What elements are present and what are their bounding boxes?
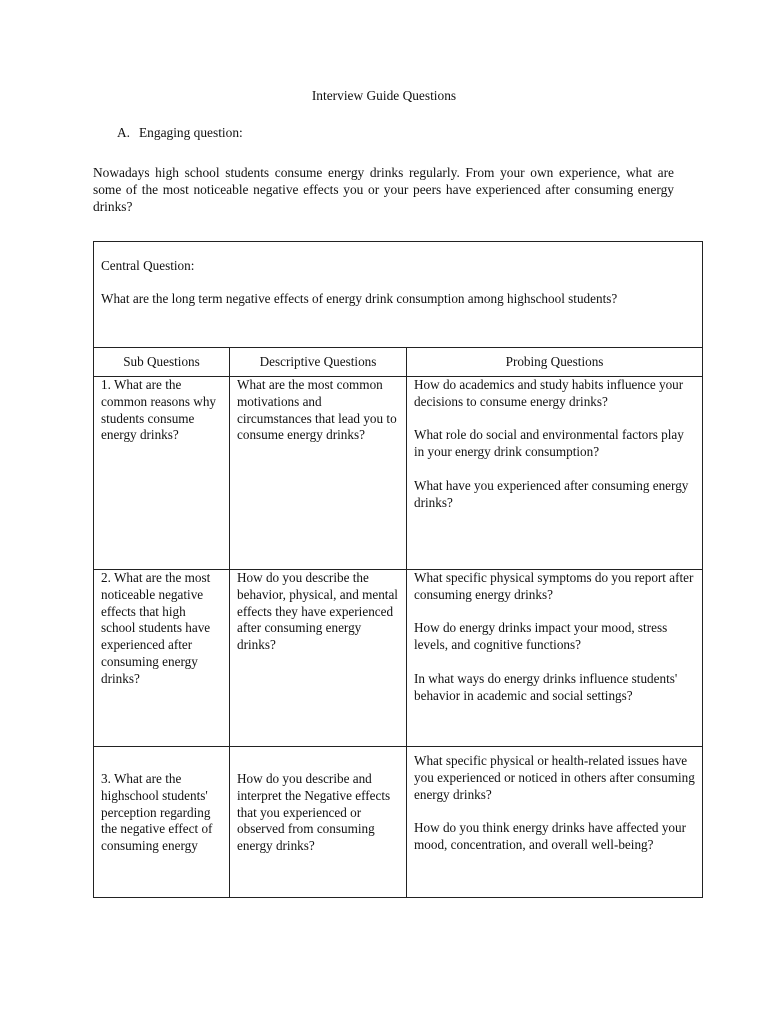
sub-question-cell: 3. What are the highschool students' perception regarding the negative effect of consuming energy (94, 747, 230, 898)
header-probing-questions: Probing Questions (407, 348, 703, 377)
central-question-label: Central Question: (101, 258, 195, 273)
section-heading (117, 125, 243, 141)
document-title: Interview Guide Questions (311, 88, 457, 103)
descriptive-question-cell: How do you describe and interpret the Negative effects that you experienced or observed from consuming energy drinks? (230, 747, 407, 898)
header-descriptive-questions: Descriptive Questions (230, 348, 407, 377)
table-row (94, 377, 703, 570)
sub-question-cell: 2. What are the most noticeable negative effects that high school students have experienced after consuming energy drinks? (94, 570, 230, 747)
probing-question: How do energy drinks impact your mood, stress levels, and cognitive functions? (414, 620, 668, 653)
table-row (94, 747, 703, 898)
section-label: Engaging question: (139, 125, 243, 140)
central-question-cell (94, 242, 703, 348)
central-question-row (94, 242, 703, 348)
probing-question: How do academics and study habits influence your decisions to consume energy drinks? (414, 377, 684, 409)
probing-questions-cell (407, 570, 703, 747)
table-row (94, 570, 703, 747)
probing-question: In what ways do energy drinks influence students' behavior in academic and social settings? (414, 670, 678, 703)
sub-question-cell: 1. What are the common reasons why students consume energy drinks? (94, 377, 230, 570)
central-question-text: What are the long term negative effects of energy drink consumption among highschool students? (101, 290, 618, 306)
probing-question: What role do social and environmental factors play in your energy drink consumption? (414, 427, 684, 460)
probing-question: What have you experienced after consuming energy drinks? (414, 477, 689, 510)
probing-questions-cell (407, 747, 703, 898)
header-sub-questions: Sub Questions (94, 348, 230, 377)
probing-questions-cell (407, 377, 703, 570)
probing-question: What specific physical or health-related issues have you experienced or noticed in others after consuming energy drinks? (414, 753, 695, 802)
interview-guide-table (93, 241, 703, 898)
engaging-question-text: Nowadays high school students consume energy drinks regularly. From your own experience, what are some of the most noticeable negative effects you or your peers have experienced after consuming energy drinks? (93, 165, 674, 214)
descriptive-question-cell: How do you describe the behavior, physical, and mental effects they have experienced after consuming energy drinks? (230, 570, 407, 747)
table-header-row (94, 348, 703, 377)
section-letter: A. (117, 125, 131, 140)
probing-question: How do you think energy drinks have affected your mood, concentration, and overall well-being? (414, 820, 686, 852)
probing-question: What specific physical symptoms do you report after consuming energy drinks? (414, 570, 694, 602)
descriptive-question-cell: What are the most common motivations and circumstances that lead you to consume energy drinks? (230, 377, 407, 570)
